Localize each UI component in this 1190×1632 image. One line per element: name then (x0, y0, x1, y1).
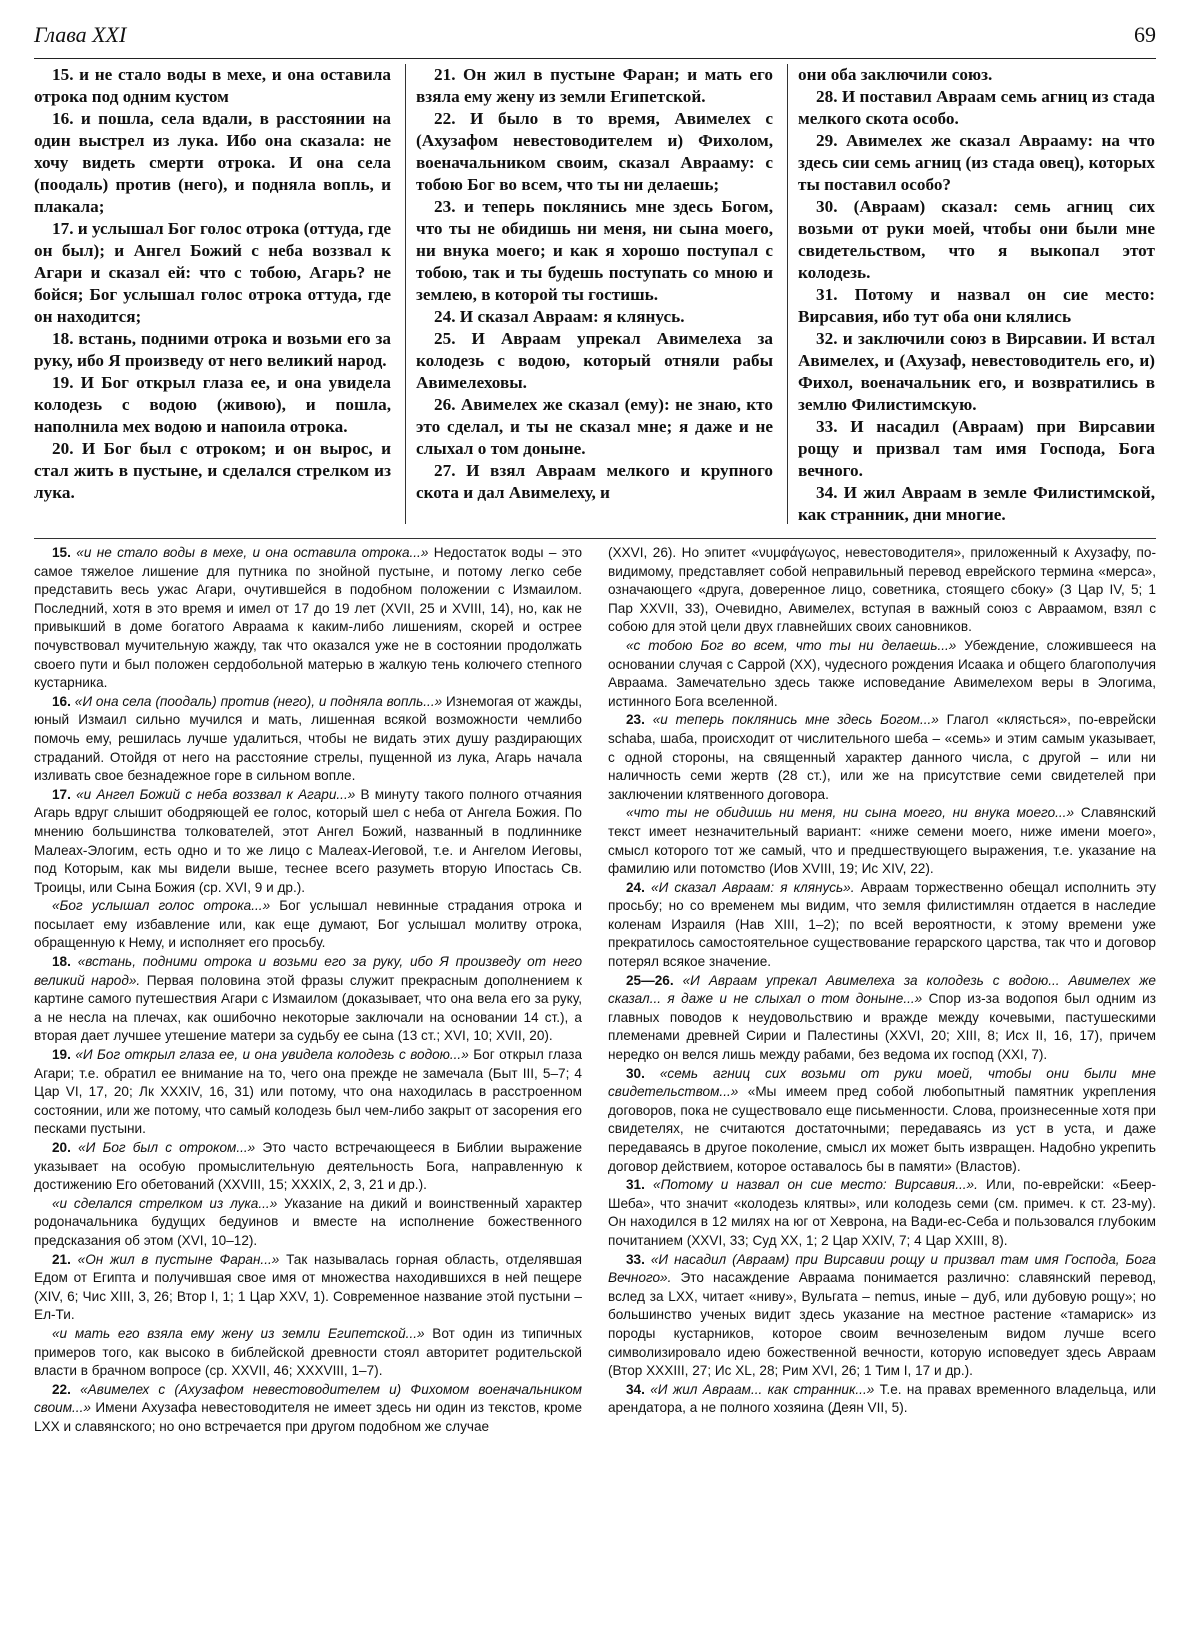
commentary-text: Это насаждение Авраама понимается различно: славянский перевод, вслед за LXX, читает «ниву», Вульгата – nemus, иные – дуб, или дубовую рощу»; но большинство ученых видит здесь указание на местное растение «тамариск» из породы кустарников, которое своим вечнозеленым видом лучше всего символизировало идею божественной вечности, которую исповедует здесь Авраам (Втор XXXIII, 27; Ис XL, 28; Рим XVI, 26; 1 Тим I, 17 и др.). (608, 1270, 1156, 1379)
commentary-text: Указание на дикий и воинственный характер родоначальника будущих бедуинов и вместе на исполнение божественного предсказания об этом (XVI, 10–12). (34, 1195, 582, 1248)
header-rule (34, 58, 1156, 59)
verse: 28. И поставил Авраам семь агниц из стада мелкого скота особо. (798, 87, 1155, 128)
verse-number: 16. (52, 693, 71, 709)
verse-number: 24. (626, 879, 645, 895)
commentary (34, 544, 1156, 1624)
verse-number: 17. (52, 786, 71, 802)
verse-quote: «Авимелех с (Ахузафом невестоводителем и) Фихомом военачальником своим...» (34, 1381, 582, 1416)
verse-number: 21. (52, 1251, 71, 1267)
commentary-text: Бог открыл глаза Агари; т.е. обратил ее внимание на то, чего она прежде не замечала (Быт III, 5–7; 4 Цар VI, 17, 20; Лк XXXIV, 16, 31) или потому, что она находилась в расстроенном состоянии, или же потому, что самый колодезь был чем-либо закрыт от засорения его песками пустыни. (34, 1047, 582, 1137)
verse-quote: «и мать его взяла ему жену из земли Египетской...» (52, 1325, 425, 1341)
verse-quote: «И жил Авраам... как странник...» (650, 1381, 875, 1397)
commentary-text: Убеждение, сложившееся на основании случая с Саррой (XX), чудесного рождения Исаака и общего благополучия Авраама. Замечательно здесь также исповедание Авимелехом веры в Элогима, истинного Бога вселенной. (608, 637, 1156, 709)
verse: 18. встань, подними отрока и возьми его за руку, ибо Я произведу от него великий народ. (34, 329, 391, 370)
commentary-text: Спор из-за водопоя был одним из главных поводов к неудовольствию и вражде между кочевыми, пастушескими племенами древней Сирии и Палестины (XXVI, 20; XIII, 8; Исх II, 16, 17), причем нередко он велся лишь между рабами, без ведома их господ (XXI, 7). (608, 991, 1156, 1063)
commentary-text: В минуту такого полного отчаяния Агарь вдруг слышит ободряющей ее голос, который шел с неба от Ангела Божия. По мнению большинства толкователей, этот Ангел Божий, названный в подлиннике Малеах-Элогим, есть одно и то же лицо с Малеах-Иеговой, т.е. и Ангелом Иеговы, под Которым, как мы видели выше, теснее всего разуметь вторую Ипостась Св. Троицы, или Сына Божия (ср. XVI, 9 и др.). (34, 786, 582, 895)
verse-number: 31. (626, 1177, 645, 1193)
verse: 27. И взял Авраам мелкого и крупного скота и дал Авимелеху, и (416, 461, 773, 502)
commentary-text: Недостаток воды – это самое тяжелое лишение для путника по знойной пустыне, и потому легко себе представить весь ужас Агари, очутившейся в подобном положении с Измаилом. Последний, хотя в это время и имел от 17 до 19 лет (XVII, 25 и XVIII, 14), но, как не привыкший в доме богатого Авраама к каким-либо лишениям, скорей и острее почувствовал мучительную жажду, так что оказался уже не в состоянии продолжать своего пути и был положен сердобольной матерью в жалкую тень колючего степного кустарника. (34, 545, 582, 691)
verse-number: 25—26. (626, 972, 674, 988)
commentary-paragraph (34, 953, 582, 1046)
commentary-paragraph (34, 693, 582, 786)
verse: 30. (Авраам) сказал: семь агниц сих возьми от руки моей, чтобы они были мне свидетельством, что я выкопал этот колодезь. (798, 197, 1155, 282)
commentary-text: Славянский текст имеет незначительный вариант: «ниже семени моего, ниже имени моего», смысл которого тот же самый, что и предшествующего выражения, т.е. указание на фамилию или потомство (Иов XVIII, 19; Ис XIV, 22). (608, 805, 1156, 877)
verse-quote: «И сказал Авраам: я клянусь». (651, 879, 855, 895)
verse: 34. И жил Авраам в земле Филистимской, как странник, дни многие. (798, 483, 1155, 524)
verse-number: 34. (626, 1381, 645, 1397)
commentary-paragraph (608, 1251, 1156, 1381)
verse: 19. И Бог открыл глаза ее, и она увидела колодезь с водою (живою), и пошла, наполнила мех водою и напоила отрока. (34, 373, 391, 436)
verse: 29. Авимелех же сказал Аврааму: на что здесь сии семь агниц (из стада овец), которых ты поставил особо? (798, 131, 1155, 194)
verse: 33. И насадил (Авраам) при Вирсавии рощу и призвал там имя Господа, Бога вечного. (798, 417, 1155, 480)
page-number: 69 (1134, 22, 1156, 47)
commentary-paragraph (34, 1325, 582, 1381)
verse: 32. и заключили союз в Вирсавии. И встал Авимелех, и (Ахузаф, невестоводитель его, и) Фихол, военачальник его, и возвратились в землю Филистимскую. (798, 329, 1155, 414)
commentary-paragraph (34, 1139, 582, 1195)
commentary-paragraph (608, 879, 1156, 972)
commentary-paragraph (34, 897, 582, 953)
commentary-text: «Мы имеем пред собой любопытный памятник укрепления договоров, пока не существовало еще письменности. Слова, произнесенные хотя при свидетелях, не считаются достаточными; передаваясь из уст в уста, и даже передаваясь в другое поколение, смысл их может быть извращен. Надобно укрепить договор действием, которое оставалось бы в памяти» (Властов). (608, 1084, 1156, 1174)
verse-quote: «что ты не обидишь ни меня, ни сына моего, ни внука моего...» (626, 805, 1075, 821)
commentary-paragraph (608, 1176, 1156, 1250)
commentary-paragraph (34, 1046, 582, 1139)
verse-quote: «и теперь поклянись мне здесь Богом...» (652, 712, 939, 728)
commentary-paragraph (34, 786, 582, 898)
verse-quote: «и сделался стрелком из лука...» (52, 1195, 278, 1211)
commentary-continuation: (XXVI, 26). Но эпитет «νυμφάγωγος, невестоводителя», приложенный к Ахузафу, по-видимому, представляет собой неправильный перевод еврейского термина «мерса», означающего «друга, доверенное лицо, советника, стоящего сбоку» (3 Цар IV, 5; 1 Пар XXVII, 33), Очевидно, Авимелех, вступая в важный союз с Авраамом, взял с собою для этой цели двух главнейших своих сановников. (608, 545, 1156, 635)
chapter-title: Глава XXI (34, 22, 127, 47)
commentary-paragraph (608, 1065, 1156, 1177)
commentary-text: Первая половина этой фразы служит прекрасным дополнением к картине самого путешествия Агари с Измаилом (доказывает, что она вела его за руку, а не несла на плечах, как ошибочно некоторые заключали на основании 14 ст.), а вторая дает лучшее утешение матери за судьбу ее сына (13 ст.; XVI, 10; XVII, 20). (34, 972, 582, 1044)
verse: 21. Он жил в пустыне Фаран; и мать его взяла ему жену из земли Египетской. (416, 65, 773, 106)
verse-number: 23. (626, 712, 645, 728)
verse-column-3 (798, 64, 1155, 534)
verse-quote: «И Бог открыл глаза ее, и она увидела колодезь с водою...» (75, 1047, 469, 1063)
verse-number: 30. (626, 1065, 645, 1081)
verse-quote: «встань, подними отрока и возьми его за руку, ибо Я произведу от него великий народ». (34, 954, 582, 988)
verse: 25. И Авраам упрекал Авимелеха за колодезь с водою, который отняли рабы Авимелеховы. (416, 329, 773, 392)
commentary-text: Т.е. на правах временного владельца, или арендатора, а не полного хозяина (Деян VII, 5). (608, 1381, 1156, 1416)
verse-quote: «И Авраам упрекал Авимелеха за колодезь с водою... Авимелех же сказал... я даже и не слыхал о том доныне...» (608, 972, 1156, 1007)
verse-quote: «И она села (поодаль) против (него), и подняла вопль...» (74, 693, 443, 709)
verse: 20. И Бог был с отроком; и он вырос, и стал жить в пустыне, и сделался стрелком из лука. (34, 439, 391, 502)
commentary-text: Бог услышал невинные страдания отрока и посылает ему избавление или, как еще думают, Бог услышал молитву отрока, обращенную к Нему, и исполняет его просьбу. (34, 898, 582, 951)
verse-quote: «Бог услышал голос отрока...» (52, 898, 271, 914)
verse-text (34, 64, 1156, 534)
verse: 26. Авимелех же сказал (ему): не знаю, кто это сделал, и ты не сказал мне; я даже и не слыхал о том доныне. (416, 395, 773, 458)
column-divider (405, 64, 406, 524)
verse-number: 18. (52, 954, 71, 970)
verse: 17. и услышал Бог голос отрока (оттуда, где он был); и Ангел Божий с неба воззвал к Агари и сказал ей: что с тобою, Агарь? не бойся; Бог услышал голос отрока оттуда, где он находится; (34, 219, 391, 326)
commentary-column-1 (34, 544, 582, 1624)
verse-quote: «семь агниц сих возьми от руки моей, чтобы они были мне свидетельством...» (608, 1065, 1156, 1100)
commentary-paragraph (34, 1251, 582, 1325)
verse-quote: «Потому и назвал он сие место: Вирсавия...». (653, 1177, 978, 1193)
commentary-text: Имени Ахузафа невестоводителя не имеет здесь ни один из текстов, кроме LXX и славянского; но оно встречается при другом подобном же случае (34, 1400, 582, 1434)
verse-number: 15. (52, 545, 71, 560)
commentary-paragraph (608, 972, 1156, 1065)
verse: 23. и теперь поклянись мне здесь Богом, что ты не обидишь ни меня, ни сына моего, ни внука моего; и как я хорошо поступал с тобою, так и ты будешь поступать со мною и землею, в которой ты гостишь. (416, 197, 773, 304)
verse-quote: «и не стало воды в мехе, и она оставила отрока...» (76, 545, 429, 560)
commentary-paragraph (34, 544, 582, 693)
verse: 16. и пошла, села вдали, в расстоянии на один выстрел из лука. Ибо она сказала: не хочу видеть смерти отрока. И она села (поодаль) против (него), и подняла вопль, и плакала; (34, 109, 391, 216)
commentary-paragraph (608, 1381, 1156, 1418)
page-header (34, 22, 1156, 56)
verse-number: 33. (626, 1251, 645, 1267)
verse-quote: «с тобою Бог во всем, что ты ни делаешь...» (626, 637, 957, 653)
verse: 24. И сказал Авраам: я клянусь. (434, 307, 685, 326)
commentary-text: Глагол «клясться», по-еврейски schaba, шаба, происходит от числительного шеба – «семь» и этим самым указывает, с одной стороны, на священный характер данного числа, с другой – или ни наличность семи жертв (28 ст.), или же на присутствие семи свидетелей при заключении клятвенного договора. (608, 712, 1156, 802)
verse-number: 19. (52, 1047, 71, 1063)
verse: 22. И было в то время, Авимелех с (Ахузафом невестоводителем и) Фихолом, военачальником своим, сказал Аврааму: с тобою Бог во всем, что ты ни делаешь; (416, 109, 773, 194)
verse: 15. и не стало воды в мехе, и она оставила отрока под одним кустом (34, 65, 391, 106)
verse-continuation: они оба заключили союз. (798, 65, 993, 84)
commentary-column-2 (608, 544, 1156, 1624)
verse-column-1 (34, 64, 391, 534)
commentary-text: Так называлась горная область, отделявшая Едом от Египта и получившая свое имя от множества находившихся в ней пещере (XIV, 6; Чис XIII, 3, 26; Втор I, 1; 1 Цар XXV, 1). Современное название этой пустыни – Ел-Ти. (34, 1251, 582, 1323)
commentary-paragraph (608, 804, 1156, 878)
verse-column-2 (416, 64, 773, 534)
commentary-text: Вот один из типичных примеров того, как высоко в библейской древности стоял авторитет родительской власти в брачном вопросе (ср. XXVII, 46; XXXVIII, 1–7). (34, 1325, 582, 1379)
commentary-text: Изнемогая от жажды, юный Измаил сильно мучился и мать, лишенная всякой возможности чемлибо помочь ему, решилась лучше удалиться, чтобы не видать этих душу раздирающих страданий. Отойдя от него на расстояние стрелы, пущенной из лука, Агарь начала изливать свое безнадежное горе в сильном вопле. (34, 693, 582, 784)
verse-quote: «И насадил (Авраам) при Вирсавии рощу и призвал там имя Господа, Бога Вечного». (608, 1251, 1156, 1286)
column-divider (787, 64, 788, 524)
verse-quote: «и Ангел Божий с неба воззвал к Агари...» (76, 786, 356, 802)
verse-quote: «И Бог был с отроком...» (78, 1140, 256, 1155)
commentary-paragraph (34, 1195, 582, 1251)
verse-number: 20. (52, 1140, 71, 1155)
commentary-text: Это часто встречающееся в Библии выражение указывает на особую промыслительную деятельность Бога, направленную к достижению Его обетований (XXVIII, 15; XXXIX, 2, 3, 21 и др.). (34, 1140, 582, 1193)
commentary-text: Или, по-еврейски: «Беер-Шеба», что значит «колодезь клятвы», или колодезь семи (см. примеч. к ст. 23-му). Он находился в 12 милях на юг от Хеврона, на Вади-ес-Себа и пользовался глубоким почитанием (XXVI, 33; Суд XX, 1; 2 Цар XXIV, 7; 4 Цар XXIII, 8). (608, 1177, 1156, 1248)
commentary-paragraph (608, 711, 1156, 804)
commentary-paragraph (34, 1381, 582, 1437)
commentary-paragraph (608, 637, 1156, 711)
commentary-text: Авраам торжественно обещал исполнить эту просьбу; но со временем мы видим, что земля филистимлян отдается в наследие коленам Израиля (Нав XIII, 1–2); по всей вероятности, к этому времени уже прекратилось самостоятельное существование герарского царства, так что и договор потерял всякое значение. (608, 879, 1156, 970)
verse: 31. Потому и назвал он сие место: Вирсавия, ибо тут оба они клялись (798, 285, 1155, 326)
verse-number: 22. (52, 1381, 71, 1397)
verse-quote: «Он жил в пустыне Фаран...» (77, 1251, 280, 1267)
section-rule (34, 538, 1156, 539)
